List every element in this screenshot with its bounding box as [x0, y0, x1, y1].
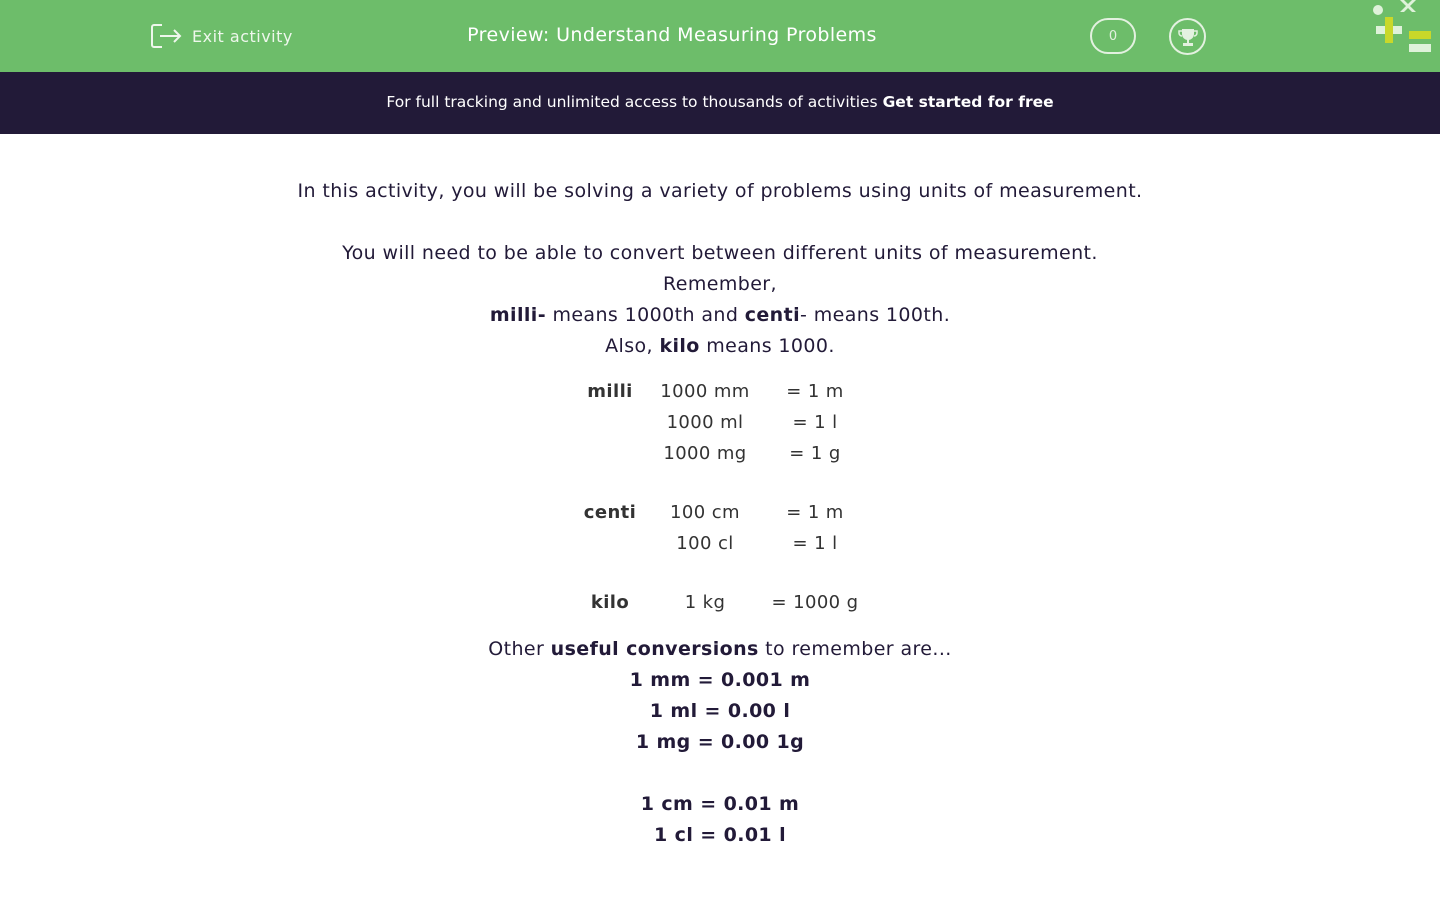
trophy-icon	[1177, 26, 1199, 48]
cell: = 1 m	[786, 502, 844, 523]
cell: = 1 l	[792, 533, 838, 554]
milli-term: milli-	[489, 304, 546, 326]
get-started-link[interactable]: Get started for free	[882, 93, 1054, 111]
text: Also,	[605, 335, 660, 357]
trophy-button[interactable]	[1169, 18, 1206, 55]
cell: = 1000 g	[771, 592, 859, 613]
prefix: centi	[583, 502, 637, 523]
text: means 1000th and	[546, 304, 745, 326]
kilo-text	[0, 331, 1440, 362]
conversion: 1 cm = 0.01 m	[640, 793, 800, 815]
conversion: 1 ml = 0.00 l	[649, 700, 791, 722]
top-bar	[0, 0, 1440, 72]
cell: = 1 g	[789, 443, 841, 464]
cell: 100 cm	[670, 502, 740, 523]
text: to remember are...	[758, 638, 952, 660]
other-text	[0, 634, 1440, 665]
banner-text: For full tracking and unlimited access to thousands of activities	[386, 93, 883, 111]
conversion: 1 mg = 0.00 1g	[635, 731, 805, 753]
intro-text: In this activity, you will be solving a variety of problems using units of measurement.	[297, 180, 1143, 202]
cell: = 1 m	[786, 381, 844, 402]
cell: = 1 l	[792, 412, 838, 433]
prefix-text	[0, 300, 1440, 331]
text: Other	[488, 638, 551, 660]
exit-label: Exit activity	[192, 26, 293, 46]
prefix: kilo	[590, 592, 630, 613]
conversion: 1 cl = 0.01 l	[654, 824, 786, 846]
conversion: 1 mm = 0.001 m	[629, 669, 811, 691]
cell: 1000 mm	[660, 381, 750, 402]
convert-text: You will need to be able to convert between different units of measurement.	[342, 242, 1098, 264]
kilo-term: kilo	[659, 335, 700, 357]
text: means 1000.	[699, 335, 835, 357]
useful-conversions-term: useful conversions	[550, 638, 759, 660]
centi-term: centi	[744, 304, 801, 326]
text: - means 100th.	[800, 304, 951, 326]
logo-icon	[1368, 0, 1440, 56]
remember-text: Remember,	[663, 273, 777, 295]
activity-intro	[0, 176, 1440, 851]
cell: 1000 mg	[663, 443, 747, 464]
cell: 100 cl	[676, 533, 734, 554]
cell: 1000 ml	[666, 412, 744, 433]
score-badge: 0	[1090, 18, 1136, 54]
conversion-table	[565, 376, 875, 618]
cell: 1 kg	[684, 592, 726, 613]
page-title: Preview: Understand Measuring Problems	[467, 24, 877, 46]
prefix: milli	[587, 381, 633, 402]
signup-banner	[0, 72, 1440, 134]
